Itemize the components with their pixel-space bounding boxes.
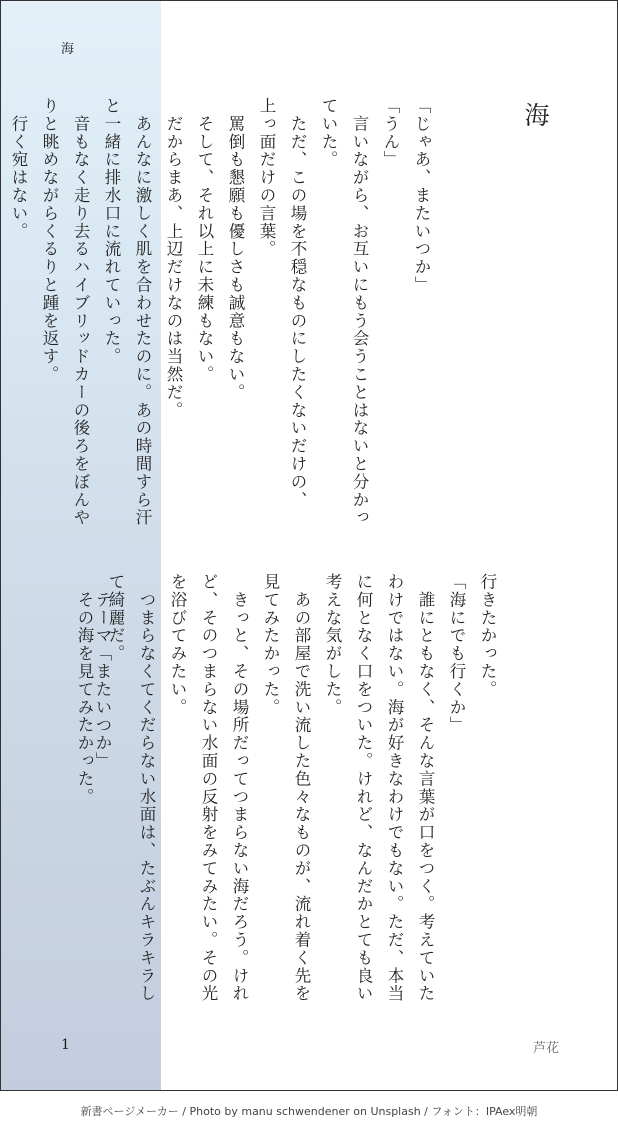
- text-line: 見てみたかった。: [261, 573, 280, 717]
- running-header: 海: [61, 42, 75, 57]
- credit-line: 新書ページメーカー / Photo by manu schwendener on Unsplash / フォント：IPAex明朝: [80, 1105, 538, 1118]
- text-line: ていた。: [319, 97, 338, 169]
- author-name: 芦花: [532, 1041, 559, 1056]
- text-line: 誰にともなく、そんな言葉が口をつく。考えていた: [416, 573, 435, 1003]
- text-line: て綺麗だ。: [106, 573, 125, 663]
- text-line: わけではない。海が好きなわけでもない。ただ、本当: [385, 573, 404, 1003]
- text-line: きっと、その場所だってつまらない海だろう。けれ: [230, 573, 249, 1003]
- text-line: 「うん」: [381, 97, 400, 169]
- body-text-lower: [69, 573, 503, 1003]
- text-line: と一緒に排水口に流れていった。: [102, 97, 121, 366]
- text-line: 考えな気がした。: [323, 573, 342, 717]
- body-text-upper: [0, 97, 437, 527]
- text-line: そして、それ以上に未練もない。: [195, 97, 214, 384]
- text-line: 音もなく走り去るハイブリッドカーの後ろをぼんや: [71, 97, 90, 527]
- text-line: りと眺めながらくるりと踵を返す。: [40, 97, 59, 384]
- story-title: 海: [521, 102, 550, 129]
- text-line: ただ、この場を不穏なものにしたくないだけの、: [288, 97, 307, 509]
- text-line: その海を見てみたかった。: [75, 573, 94, 806]
- text-line: [0, 97, 3, 527]
- text-line: 「じゃあ、またいつか」: [412, 97, 431, 294]
- text-line: つまらなくてくだらない水面は、たぶんキラキラし: [137, 573, 156, 1003]
- page-number: 1: [61, 1037, 70, 1053]
- text-line: だからまあ、上辺だけなのは当然だ。: [164, 97, 183, 420]
- theme-note: テーマ「またいつか」: [93, 591, 112, 770]
- text-line: あんなに激しく肌を合わせたのに。あの時間すら汗: [133, 97, 152, 527]
- text-line: 罵倒も懇願も優しさも誠意もない。: [226, 97, 245, 402]
- text-line: 上っ面だけの言葉。: [257, 97, 276, 259]
- text-line: 行きたかった。: [478, 573, 497, 699]
- text-line: に何となく口をついた。けれど、なんだかとても良い: [354, 573, 373, 1003]
- text-line: ど、そのつまらない水面の反射をみてみたい。その光: [199, 573, 218, 1003]
- text-line: 言いながら、お互いにもう会うことはないと分かっ: [350, 97, 369, 527]
- text-line: あの部屋で洗い流した色々なものが、流れ着く先を: [292, 573, 311, 1003]
- text-line: を浴びてみたい。: [168, 573, 187, 717]
- text-line: 行く宛はない。: [9, 97, 28, 241]
- text-line: 「海にでも行くか」: [447, 573, 466, 735]
